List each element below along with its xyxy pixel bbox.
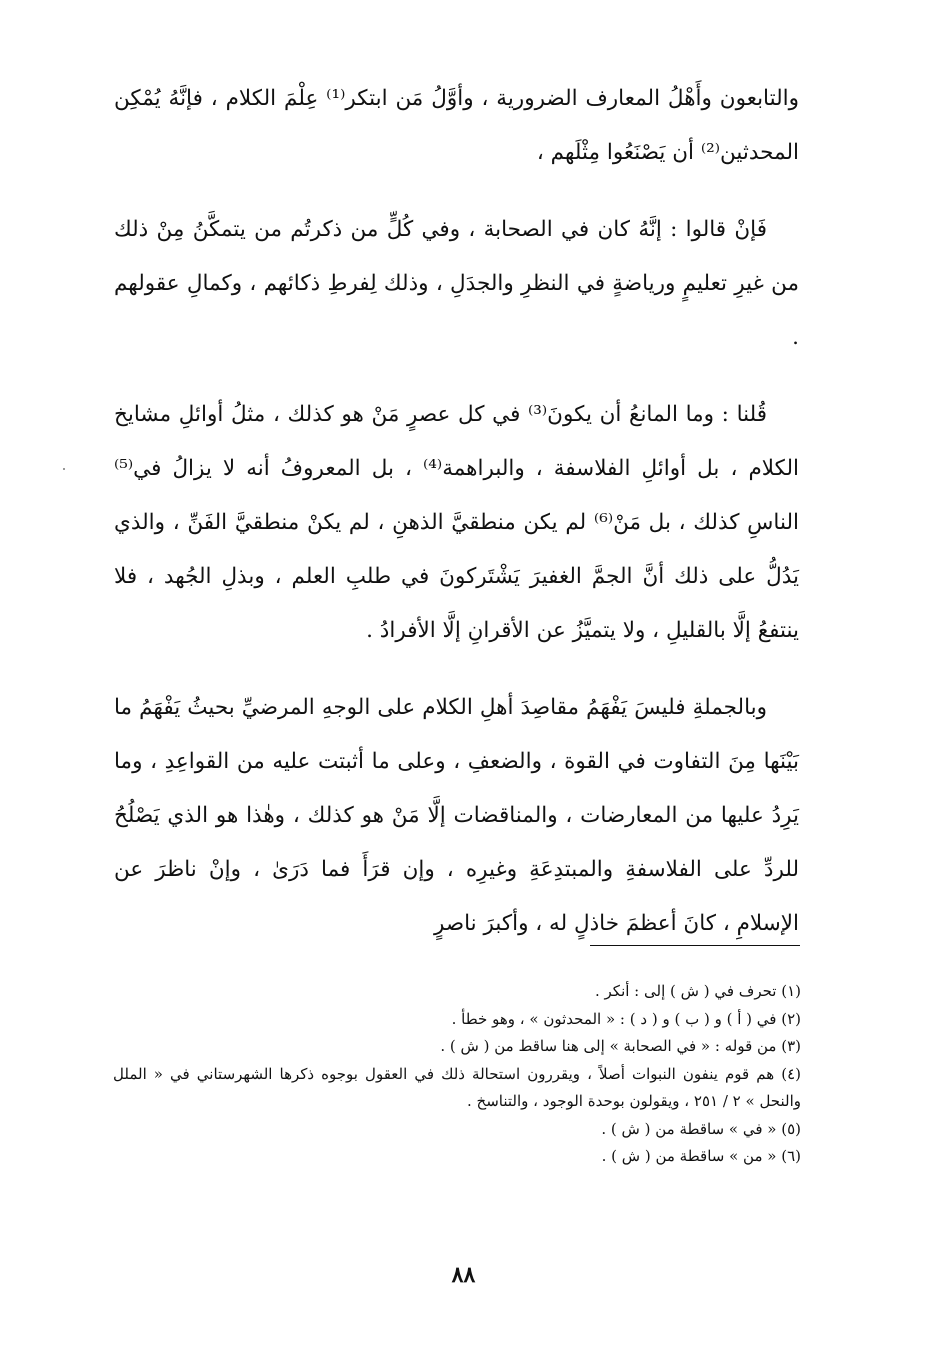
scan-speck xyxy=(63,468,65,470)
paragraph-objection: فَإنْ قالوا : إنَّهُ كان في الصحابة ، وفي كُلٍّ من ذكرتُم من يتمكَّنُ مِنْ ذلك من غيرِ تعليمٍ ورياضةٍ في النظرِ والجدَلِ ، وذلك لِفرطِ ذكائهم ، وكمالِ عقولهم . xyxy=(114,217,799,350)
footnote-4: (٤) هم قوم ينفون النبوات أصلاً ، ويقررون استحالة ذلك في العقول بوجوه ذكرها الشهرستاني في « الملل والنحل » ٢ / ٢٥١ ، ويقولون بوحدة الوجود ، والتناسخ . xyxy=(113,1064,801,1110)
footnote-5: (٥) « في » ساقطة من ( ش ) . xyxy=(601,1119,801,1138)
page-number: ٨٨ xyxy=(451,1262,476,1288)
footnote-separator xyxy=(590,945,800,946)
footnote-1: (١) تحرف في ( ش ) إلى : أنكر . xyxy=(594,982,801,1000)
footnotes xyxy=(113,978,803,1171)
footnote-2: (٢) في ( أ ) و ( ب ) و ( د ) : « المحدثون » ، وهو خطأ . xyxy=(451,1009,801,1028)
footnote-3: (٣) من قوله : « في الصحابة » إلى هنا ساقط من ( ش ) . xyxy=(440,1037,801,1055)
paragraph-continuation: والتابعون وأَهْلُ المعارف الضرورية ، وأوَّلُ مَن ابتكر⁽¹⁾ عِلْمَ الكلام ، فإنَّهُ يُمْكِن المحدثين⁽²⁾ أن يَصْنَعُوا مِثْلَهم ، xyxy=(114,86,799,165)
footnote-6: (٦) « من » ساقطة من ( ش ) . xyxy=(601,1147,801,1165)
main-text xyxy=(114,72,799,974)
paragraph-summary: وبالجملةِ فليسَ يَفْهَمُ مقاصِدَ أهلِ الكلام على الوجهِ المرضيِّ بحيثُ يَفْهَمُ ما بَيْنَها مِنَ التفاوت في القوة ، والضعفِ ، وعلى ما أثبتت عليه من القواعِدِ ، وما يَرِدُ عليها من المعارضات ، والمناقضات إلَّا مَنْ هو كذلك ، وهٰذا هو الذي يَصْلُحُ للردِّ على الفلاسفةِ والمبتدِعَةِ وغيرِه ، وإن قرَأَ فما دَرَىٰ ، وإنْ ناظرَ عن الإسلامِ ، كانَ أعظمَ خاذلٍ له ، وأكبرَ ناصرٍ xyxy=(114,695,799,936)
paragraph-response: قُلنا : وما المانعُ أن يكونَ⁽³⁾ في كل عصرٍ مَنْ هو كذلك ، مثلُ أوائلِ مشايخ الكلام ، بل أوائلِ الفلاسفة ، والبراهمة⁽⁴⁾ ، بل المعروفُ أنه لا يزالُ في⁽⁵⁾ الناسِ كذلك ، بل مَنْ⁽⁶⁾ لم يكن منطقيَّ الذهنِ ، لم يكنْ منطقيَّ الفَنِّ ، والذي يَدُلُّ على ذلك أنَّ الجمَّ الغفيرَ يَشْتَركونَ في طلبِ العلم ، وبذلِ الجُهد ، فلا ينتفعُ إلَّا بالقليلِ ، ولا يتميَّزُ عن الأقرانِ إلَّا الأفرادُ . xyxy=(114,402,800,643)
